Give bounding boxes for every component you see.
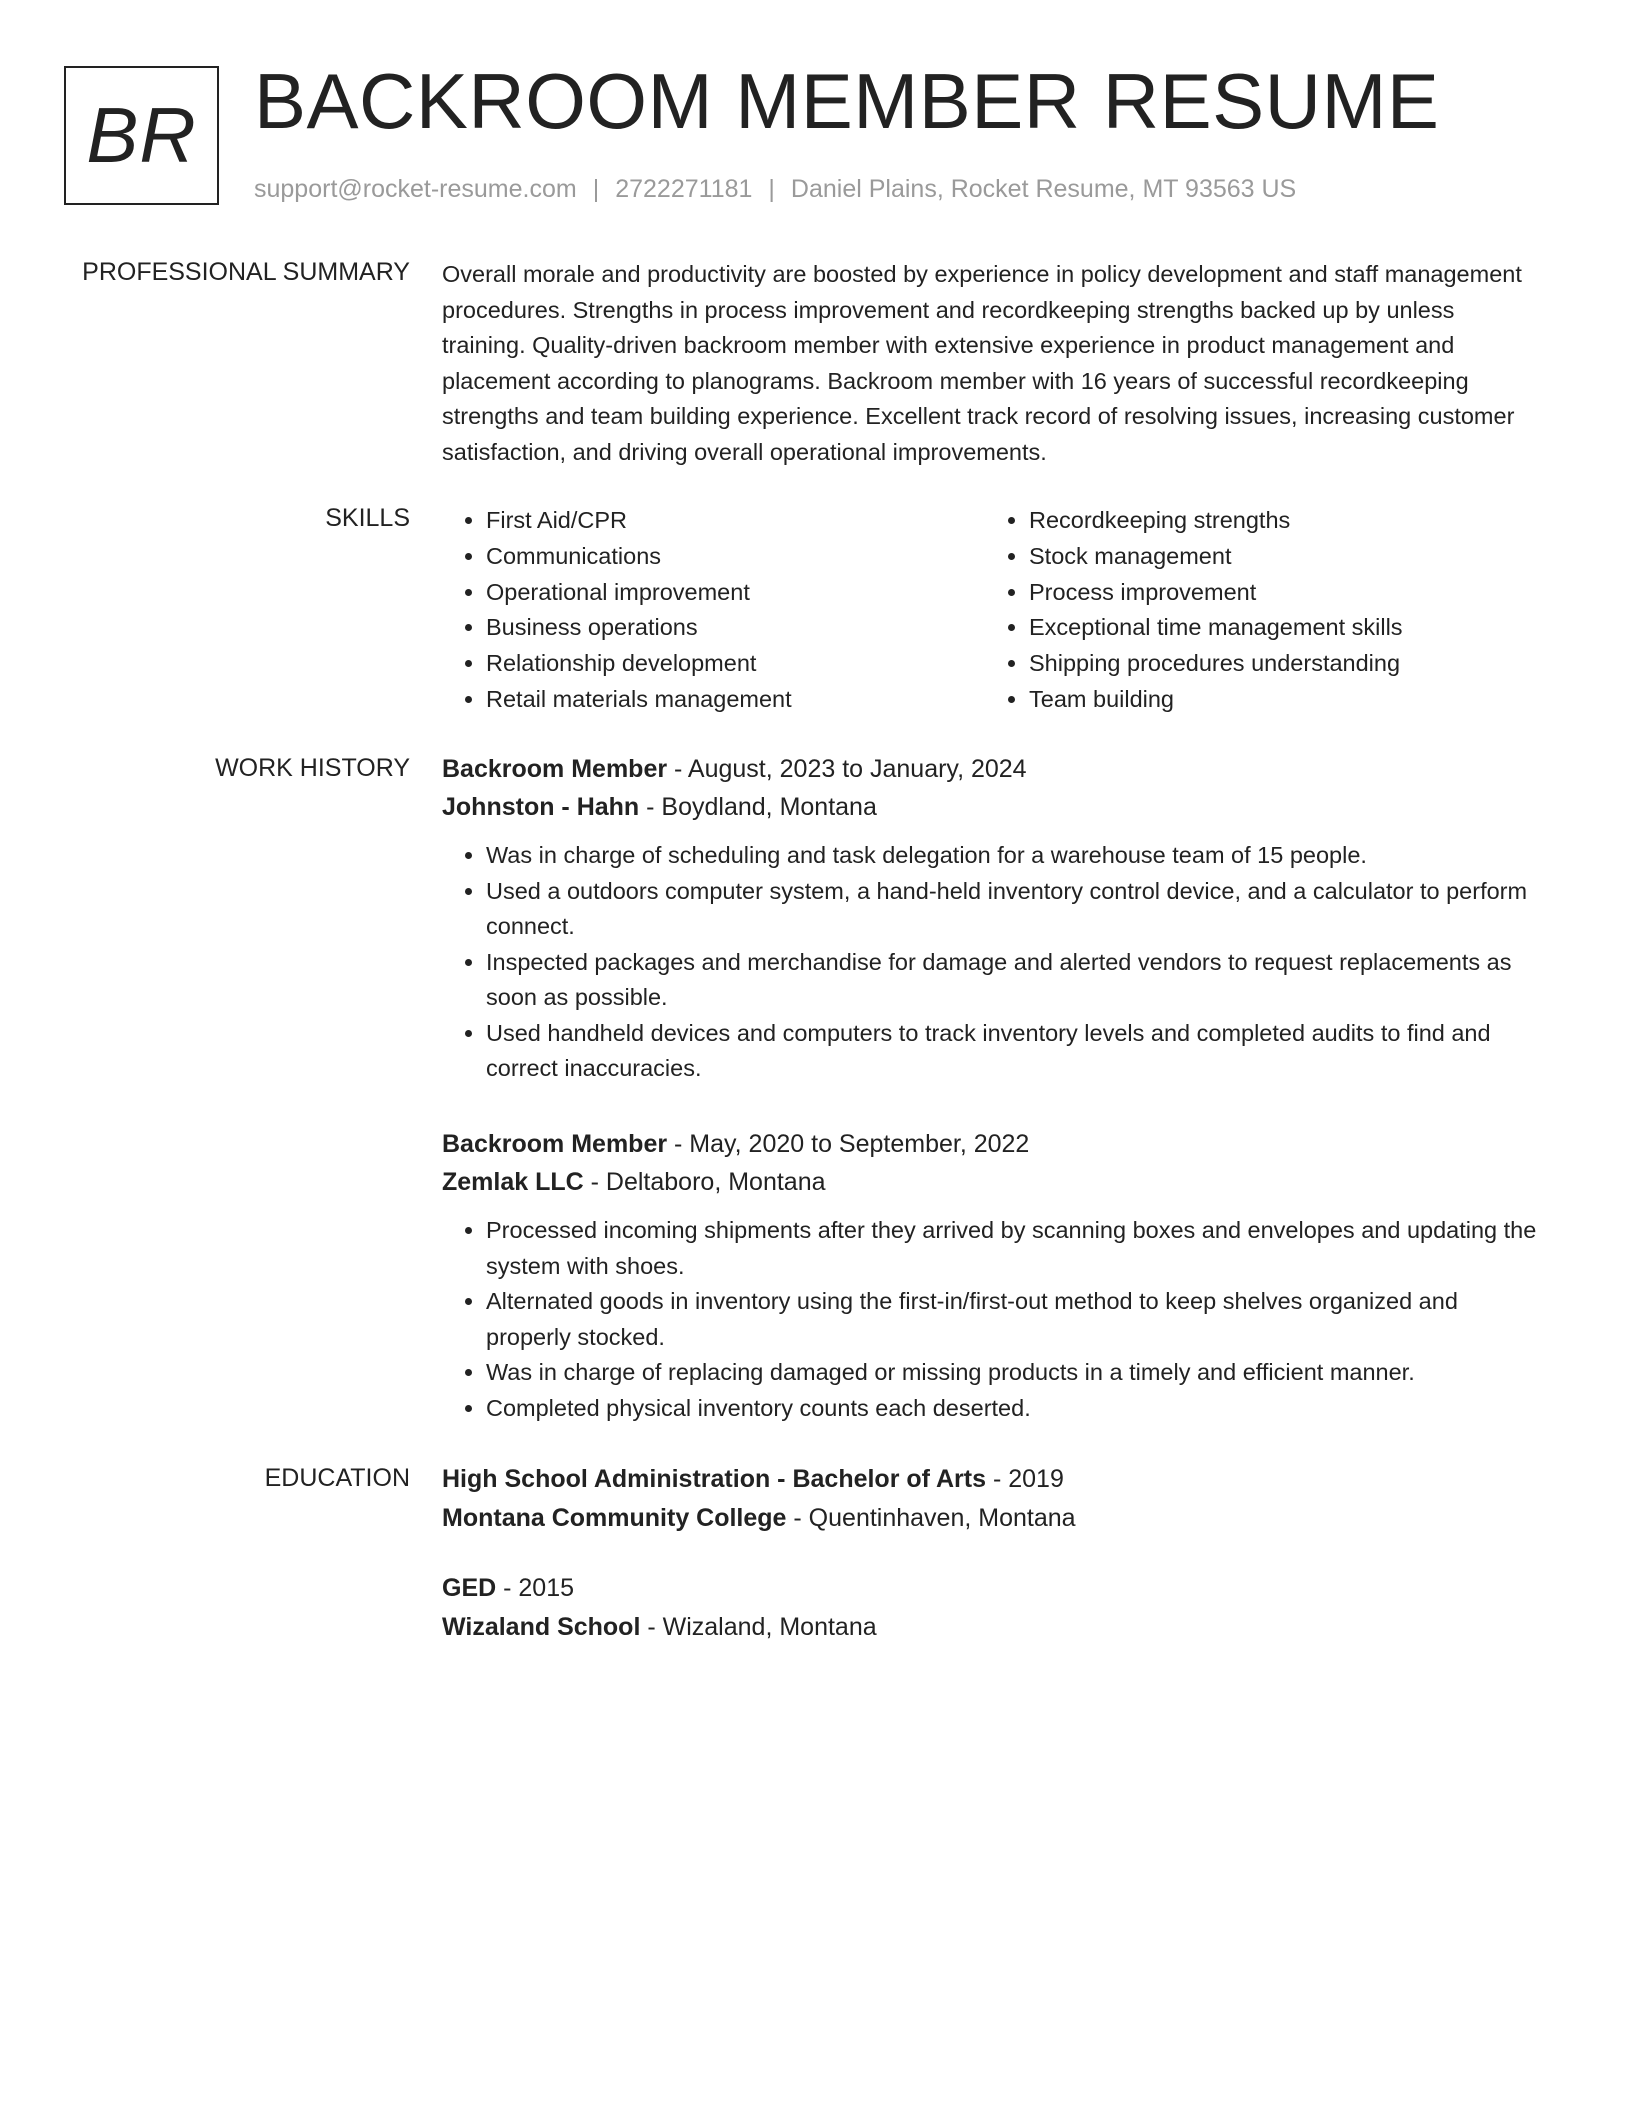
education-entry [442,1569,1542,1647]
job-title: Backroom Member [442,1130,668,1158]
skills-heading: SKILLS [325,504,410,532]
education-school-line [442,1499,1542,1538]
education-school: Wizaland School [442,1613,641,1641]
summary-text: Overall morale and productivity are boosted by experience in policy development and staff management procedures. Strengths in process improvement and recordkeeping strengths backed up by unless training. Quality-driven backroom member with extensive experience in product management and placement according to planograms. Backroom member with 16 years of successful recordkeeping strengths and team building experience. Excellent track record of resolving issues, increasing customer satisfaction, and driving overall operational improvements. [442,261,1522,465]
skill-item: • Recordkeeping strengths [1029,503,1529,539]
contact-separator: | [768,175,775,203]
skill-item: • Business operations [486,610,986,646]
job-title-line [442,1125,1542,1163]
contact-email: support@rocket-resume.com [254,175,577,203]
skill-item: • Exceptional time management skills [1029,610,1529,646]
job-bullet: • Used handheld devices and computers to track inventory levels and completed audits to find and correct inaccuracies. [486,1016,1542,1087]
job-entry [442,750,1542,1087]
job-location: - Deltaboro, Montana [583,1168,826,1196]
summary-heading: PROFESSIONAL SUMMARY [82,258,410,286]
skills-column-1 [442,503,986,718]
job-company: Zemlak LLC [442,1168,584,1196]
skill-item: • Operational improvement [486,575,986,611]
education-school: Montana Community College [442,1504,787,1532]
skill-item: • Relationship development [486,646,986,682]
education-location: - Quentinhaven, Montana [786,1504,1076,1532]
monogram-logo: BR [64,66,219,205]
job-bullet: • Alternated goods in inventory using the first-in/first-out method to keep shelves organized and properly stocked. [486,1284,1542,1355]
resume-title: BACKROOM MEMBER RESUME [254,57,1440,145]
skill-item: • Stock management [1029,539,1529,575]
skill-item: • Team building [1029,682,1529,718]
education-heading: EDUCATION [264,1464,410,1492]
skills-list [442,503,1542,718]
job-company-line [442,1163,1542,1201]
job-bullet: • Inspected packages and merchandise for damage and alerted vendors to request replacements as soon as possible. [486,945,1542,1016]
education-entry [442,1460,1542,1538]
skill-item: • Process improvement [1029,575,1529,611]
education-degree: GED [442,1574,497,1602]
job-company-line [442,788,1542,826]
skill-item: • Communications [486,539,986,575]
job-title-line [442,750,1542,788]
education-year: - 2019 [986,1465,1064,1493]
education-degree: High School Administration - Bachelor of Arts [442,1465,987,1493]
education-location: - Wizaland, Montana [640,1613,877,1641]
job-dates: - May, 2020 to September, 2022 [667,1130,1030,1158]
skills-column-2 [986,503,1529,718]
contact-address: Daniel Plains, Rocket Resume, MT 93563 US [790,175,1297,203]
skill-item: • First Aid/CPR [486,503,986,539]
skill-item: • Shipping procedures understanding [1029,646,1529,682]
job-bullet: • Completed physical inventory counts each deserted. [486,1391,1542,1427]
education-degree-line [442,1460,1542,1499]
contact-line [254,174,1296,204]
job-entry [442,1125,1542,1426]
education-degree-line [442,1569,1542,1608]
job-bullet: • Processed incoming shipments after they arrived by scanning boxes and envelopes and updating the system with shoes. [486,1213,1542,1284]
education-year: - 2015 [496,1574,575,1602]
work-history-heading: WORK HISTORY [215,754,410,782]
skill-item: • Retail materials management [486,682,986,718]
contact-separator: | [592,175,600,203]
job-bullet: • Was in charge of replacing damaged or missing products in a timely and efficient manner. [486,1355,1542,1391]
contact-phone: 2722271181 [615,175,753,203]
job-location: - Boydland, Montana [639,793,877,821]
job-dates: - August, 2023 to January, 2024 [667,755,1027,783]
job-bullet: • Used a outdoors computer system, a hand-held inventory control device, and a calculator to perform connect. [486,874,1542,945]
job-bullets [442,1213,1542,1426]
job-company: Johnston - Hahn [442,793,640,821]
job-title: Backroom Member [442,755,668,783]
job-bullets [442,838,1542,1087]
job-bullet: • Was in charge of scheduling and task delegation for a warehouse team of 15 people. [486,838,1542,874]
education-school-line [442,1608,1542,1647]
